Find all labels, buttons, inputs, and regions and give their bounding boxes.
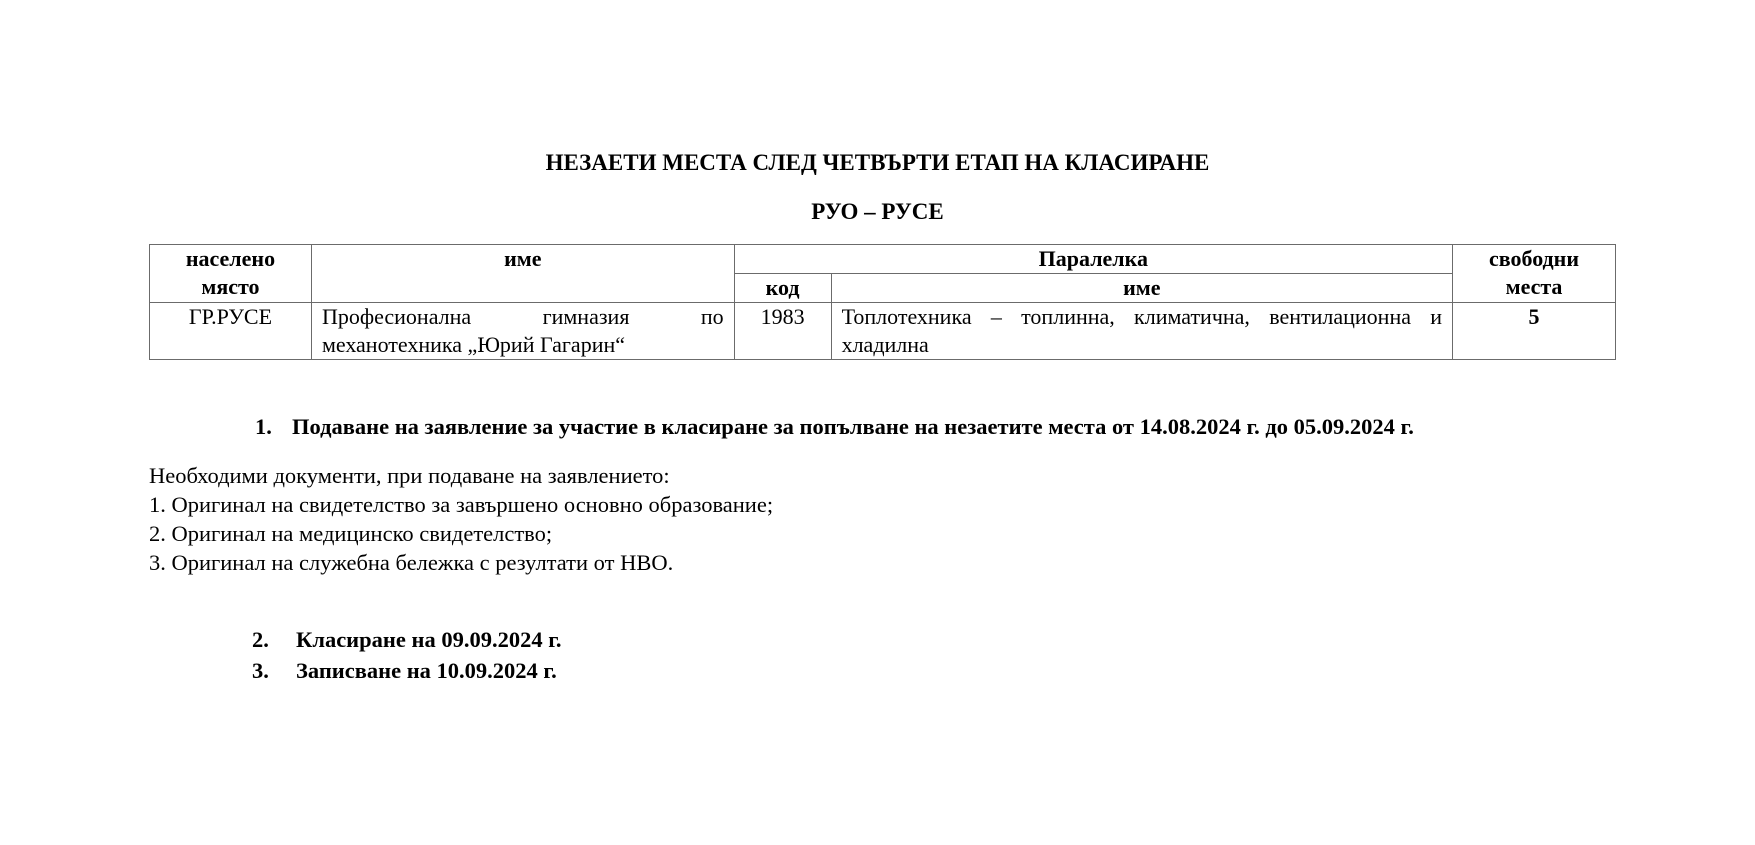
section-1-number: 1. [255, 414, 272, 439]
step-number: 2. [252, 627, 269, 652]
steps-list [252, 624, 1152, 686]
header-code: код [734, 274, 831, 303]
section-1-heading [255, 412, 1655, 442]
step-ranking [252, 624, 1152, 655]
document-item: 3. Оригинал на служебна бележка с резултати от НВО. [149, 550, 674, 575]
table-header-row [150, 245, 1616, 274]
step-text: Записване на 10.09.2024 г. [296, 658, 557, 683]
cell-free-places: 5 [1453, 303, 1616, 360]
cell-code: 1983 [734, 303, 831, 360]
header-name: име [311, 245, 734, 303]
cell-place: ГР.РУСЕ [150, 303, 312, 360]
step-text: Класиране на 09.09.2024 г. [296, 627, 562, 652]
vacancies-table [149, 244, 1616, 360]
header-class-name: име [831, 274, 1452, 303]
header-class-group: Паралелка [734, 245, 1452, 274]
required-documents [149, 461, 1449, 577]
documents-intro: Необходими документи, при подаване на заявлението: [149, 463, 670, 488]
cell-school: Професионална гимназия по механотехника „Юрий Гагарин“ [311, 303, 734, 360]
document-title: НЕЗАЕТИ МЕСТА СЛЕД ЧЕТВЪРТИ ЕТАП НА КЛАСИРАНЕ [545, 150, 1210, 175]
header-free-places: свободни места [1453, 245, 1616, 303]
section-1-text: Подаване на заявление за участие в класиране за попълване на незаетите места от 14.08.2024 г. до 05.09.2024 г. [292, 414, 1414, 439]
cell-specialty: Топлотехника – топлинна, климатична, вентилационна и хладилна [831, 303, 1452, 360]
table-row [150, 303, 1616, 360]
document-item: 2. Оригинал на медицинско свидетелство; [149, 521, 553, 546]
step-number: 3. [252, 658, 269, 683]
document-subtitle: РУО – РУСЕ [811, 199, 944, 224]
step-enrollment [252, 655, 1152, 686]
document-item: 1. Оригинал на свидетелство за завършено основно образование; [149, 492, 774, 517]
header-place: населено място [150, 245, 312, 303]
